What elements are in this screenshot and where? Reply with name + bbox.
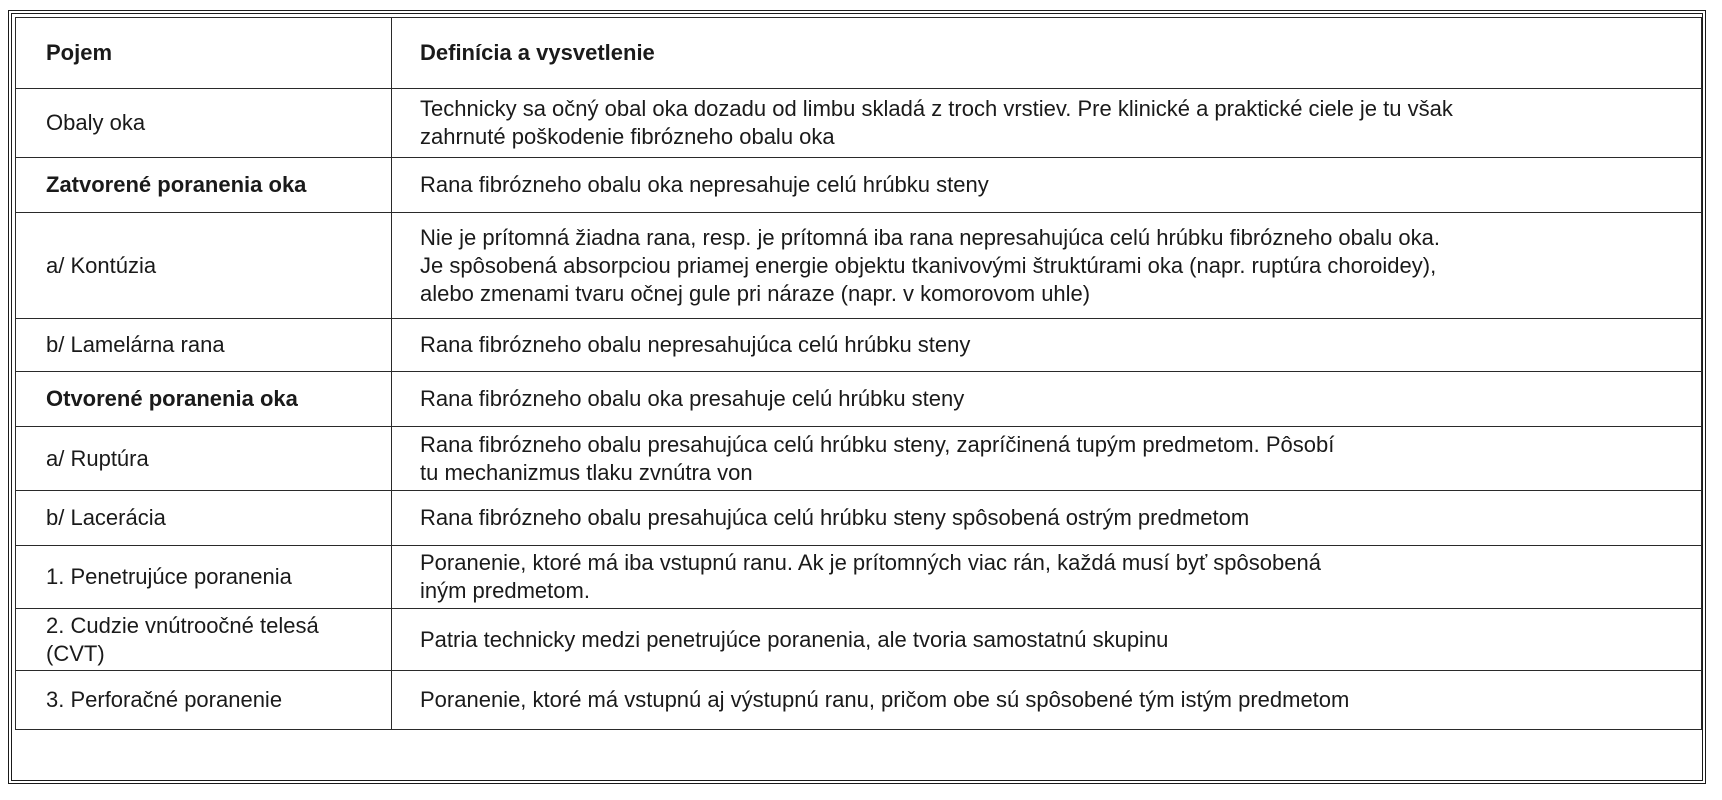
table-row: [16, 491, 1702, 546]
definition-line: Rana fibrózneho obalu presahujúca celú hrúbku steny, zapríčinená tupým predmetom. Pôsobí: [420, 431, 1335, 457]
definition-cell: [392, 372, 1702, 427]
table-row: [16, 158, 1702, 213]
definition-line: zahrnuté poškodenie fibrózneho obalu oka: [420, 124, 835, 149]
definition-line: Patria technicky medzi penetrujúce poranenia, ale tvoria samostatnú skupinu: [420, 626, 1169, 652]
table-row: [16, 546, 1702, 609]
table-header-row: [16, 18, 1702, 89]
definition-line: Rana fibrózneho obalu presahujúca celú hrúbku steny spôsobená ostrým predmetom: [420, 505, 1250, 530]
term-cell: 2. Cudzie vnútroočné telesá (CVT): [16, 609, 392, 671]
definition-line: Je spôsobená absorpciou priamej energie objektu tkanivovými štruktúrami oka (napr. ruptúra choroidey),: [420, 252, 1437, 278]
term-cell: Otvorené poranenia oka: [16, 372, 392, 427]
table-row: [16, 671, 1702, 730]
definition-cell: [392, 546, 1702, 609]
term-cell: Obaly oka: [16, 89, 392, 158]
term-cell: 3. Perforačné poranenie: [16, 671, 392, 730]
definition-cell: [392, 213, 1702, 319]
term-cell: Zatvorené poranenia oka: [16, 158, 392, 213]
table-row: [16, 372, 1702, 427]
definition-cell: [392, 319, 1702, 372]
definition-line: Poranenie, ktoré má vstupnú aj výstupnú ranu, pričom obe sú spôsobené tým istým predmetom: [420, 687, 1350, 712]
definition-cell: [392, 671, 1702, 730]
definition-cell: [392, 427, 1702, 491]
header-definition: Definícia a vysvetlenie: [392, 18, 1702, 89]
definition-line: alebo zmenami tvaru očnej gule pri náraze (napr. v komorovom uhle): [420, 280, 1091, 306]
definition-line: iným predmetom.: [420, 578, 590, 603]
term-cell: 1. Penetrujúce poranenia: [16, 546, 392, 609]
table-row: [16, 427, 1702, 491]
definition-line: Poranenie, ktoré má iba vstupnú ranu. Ak je prítomných viac rán, každá musí byť spôsobená: [420, 550, 1321, 575]
table-row: [16, 89, 1702, 158]
definition-cell: [392, 609, 1702, 671]
definition-cell: [392, 89, 1702, 158]
term-cell: b/ Lamelárna rana: [16, 319, 392, 372]
definition-line: Technicky sa očný obal oka dozadu od limbu skladá z troch vrstiev. Pre klinické a praktické ciele je tu však: [420, 96, 1453, 121]
definition-cell: [392, 491, 1702, 546]
definitions-table: [15, 17, 1702, 730]
definition-line: tu mechanizmus tlaku zvnútra von: [420, 459, 753, 485]
definition-line: Nie je prítomná žiadna rana, resp. je prítomná iba rana nepresahujúca celú hrúbku fibrózneho obalu oka.: [420, 224, 1440, 250]
table-row: [16, 609, 1702, 671]
term-cell: b/ Lacerácia: [16, 491, 392, 546]
table-row: [16, 319, 1702, 372]
table-frame: [8, 10, 1706, 784]
definition-line: Rana fibrózneho obalu oka nepresahuje celú hrúbku steny: [420, 172, 989, 197]
term-cell: a/ Ruptúra: [16, 427, 392, 491]
header-term: Pojem: [16, 18, 392, 89]
definition-cell: [392, 158, 1702, 213]
table-body: [16, 89, 1702, 730]
definition-line: Rana fibrózneho obalu oka presahuje celú hrúbku steny: [420, 386, 965, 411]
term-cell: a/ Kontúzia: [16, 213, 392, 319]
table-row: [16, 213, 1702, 319]
definition-line: Rana fibrózneho obalu nepresahujúca celú hrúbku steny: [420, 332, 971, 357]
